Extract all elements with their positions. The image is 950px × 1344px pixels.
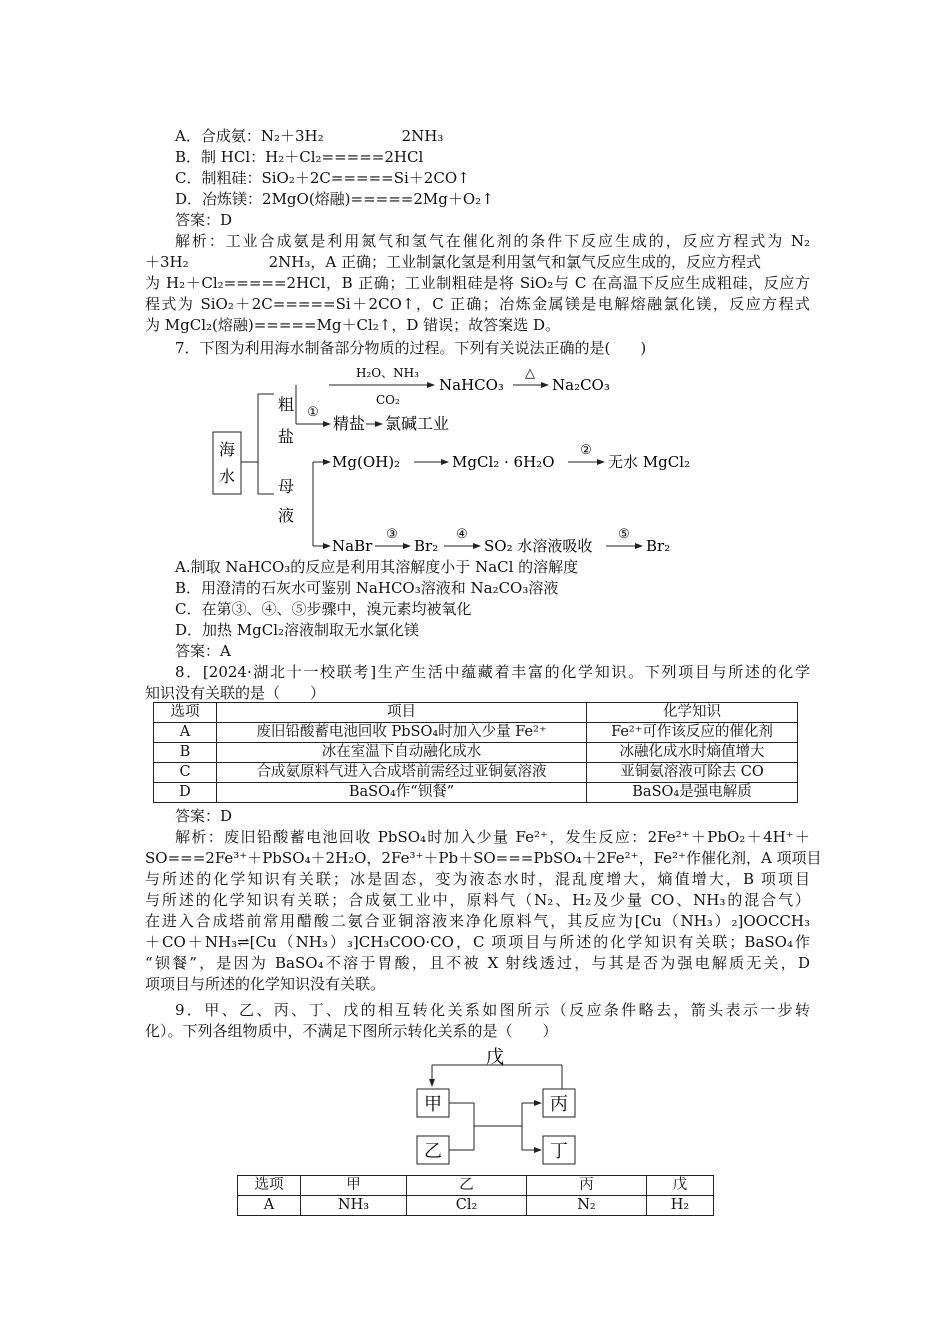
question-stem: 9．甲、乙、丙、丁、戊的相互转化关系如图所示（反应条件略去，箭头表示一步转 bbox=[175, 1001, 810, 1019]
answer-line: 答案：D bbox=[175, 211, 233, 229]
br2-label-1: Br₂ bbox=[414, 537, 439, 554]
table-cell: BaSO₄是强电解质 bbox=[587, 783, 798, 803]
table-row bbox=[154, 743, 798, 763]
na2co3-label: Na₂CO₃ bbox=[552, 376, 610, 394]
reagent-bottom-label: CO₂ bbox=[376, 393, 400, 407]
wu-label: 戊 bbox=[486, 1047, 504, 1068]
table-cell: H₂ bbox=[647, 1196, 714, 1216]
q8-table bbox=[153, 702, 798, 803]
table-row bbox=[154, 763, 798, 783]
table-header-cell: 乙 bbox=[407, 1176, 527, 1196]
table-cell: 冰在室温下自动融化成水 bbox=[217, 743, 587, 763]
table-header-row bbox=[154, 703, 798, 723]
option-line: C．制粗硅：SiO₂＋2C=====Si＋2CO↑ bbox=[175, 169, 470, 187]
chlor-alkali-label: 氯碱工业 bbox=[385, 414, 450, 433]
answer-line: 答案：D bbox=[175, 807, 233, 825]
seawater-label-2: 水 bbox=[218, 467, 236, 486]
step-5-label: ⑤ bbox=[618, 527, 630, 542]
analysis-line: SO===2Fe³⁺＋PbSO₄＋2H₂O，2Fe³⁺＋Pb＋SO===PbSO₄＋2Fe²⁺，Fe²⁺作催化剂，A 项项目 bbox=[145, 849, 822, 867]
question-stem: 知识没有关联的是（ ） bbox=[145, 684, 326, 702]
option-line: D．加热 MgCl₂溶液制取无水氯化镁 bbox=[175, 621, 420, 639]
question-stem: 8．[2024·湖北十一校联考]生产生活中蕴藏着丰富的化学知识。下列项目与所述的化学 bbox=[175, 663, 810, 681]
analysis-line: 项项目与所述的化学知识没有关联。 bbox=[145, 975, 386, 993]
analysis-line: ＋CO＋NH₃⇌[Cu（NH₃）₃]CH₃COO·CO，C 项项目与所述的化学知识有关联；BaSO₄作 bbox=[145, 933, 810, 951]
table-header-cell: 化学知识 bbox=[587, 703, 798, 723]
table-cell: NH₃ bbox=[301, 1196, 407, 1216]
heat-symbol: △ bbox=[525, 366, 535, 381]
jia-label: 甲 bbox=[424, 1094, 442, 1115]
question-stem: 化）。下列各组物质中，不满足下图所示转化关系的是（ ） bbox=[145, 1022, 558, 1040]
table-cell: 合成氨原料气进入合成塔前需经过亚铜氨溶液 bbox=[217, 763, 587, 783]
table-cell: A bbox=[238, 1196, 301, 1216]
table-header-row bbox=[238, 1176, 714, 1196]
table-header-cell: 选项 bbox=[154, 703, 217, 723]
br2-label-2: Br₂ bbox=[646, 537, 671, 554]
table-cell: 废旧铅酸蓄电池回收 PbSO₄时加入少量 Fe²⁺ bbox=[217, 723, 587, 743]
step-3-label: ③ bbox=[386, 527, 398, 542]
seawater-label-1: 海 bbox=[218, 440, 236, 459]
analysis-line: ＋3H₂ 2NH₃，A 正确；工业制氯化氢是利用氢气和氯气反应生成的，反应方程式 bbox=[145, 253, 762, 271]
table-header-cell: 丙 bbox=[527, 1176, 647, 1196]
ding-label: 丁 bbox=[550, 1141, 568, 1162]
answer-line: 答案：A bbox=[175, 642, 231, 660]
table-cell: 亚铜氨溶液可除去 CO bbox=[587, 763, 798, 783]
mother-liquor-label-2: 液 bbox=[277, 506, 295, 525]
analysis-line: 为 MgCl₂(熔融)=====Mg＋Cl₂↑，D 错误；故答案选 D。 bbox=[145, 316, 560, 334]
option-line: B．制 HCl：H₂＋Cl₂=====2HCl bbox=[175, 148, 424, 166]
table-cell: 冰融化成水时熵值增大 bbox=[587, 743, 798, 763]
table-cell: D bbox=[154, 783, 217, 803]
analysis-line: 为 H₂＋Cl₂=====2HCl，B 正确；工业制粗硅是将 SiO₂与 C 在高温下反应生成粗硅，反应方 bbox=[145, 274, 810, 292]
analysis-line: 与所述的化学知识有关联；合成氨工业中，原料气（N₂、H₂及少量 CO、NH₃的混合气） bbox=[145, 891, 810, 909]
mother-liquor-label-1: 母 bbox=[277, 477, 295, 496]
table-header-cell: 戊 bbox=[647, 1176, 714, 1196]
so2-absorb-label: SO₂ 水溶液吸收 bbox=[484, 537, 593, 554]
mgcl2-hydrate-label: MgCl₂ · 6H₂O bbox=[452, 453, 555, 471]
seawater-process-diagram bbox=[210, 358, 710, 554]
table-cell: C bbox=[154, 763, 217, 783]
q9-table bbox=[237, 1175, 714, 1216]
table-cell: B bbox=[154, 743, 217, 763]
question-stem: 7．下图为利用海水制备部分物质的过程。下列有关说法正确的是( ) bbox=[175, 339, 647, 357]
analysis-line: 解析：废旧铅酸蓄电池回收 PbSO₄时加入少量 Fe²⁺，发生反应：2Fe²⁺＋PbO₂＋4H⁺＋ bbox=[175, 828, 810, 846]
reagent-top-label: H₂O、NH₃ bbox=[356, 366, 419, 380]
option-line: C．在第③、④、⑤步骤中，溴元素均被氧化 bbox=[175, 600, 472, 618]
analysis-line: 与所述的化学知识有关联；冰是固态，变为液态水时，混乱度增大，熵值增大，B 项项目 bbox=[145, 870, 810, 888]
analysis-line: 程式为 SiO₂＋2C=====Si＋2CO↑，C 正确；冶炼金属镁是电解熔融氯化镁，反应方程式 bbox=[145, 295, 810, 313]
table-cell: N₂ bbox=[527, 1196, 647, 1216]
yi-label: 乙 bbox=[424, 1141, 442, 1162]
anhydrous-mgcl2-label: 无水 MgCl₂ bbox=[608, 453, 691, 471]
analysis-line: 解析：工业合成氨是利用氮气和氢气在催化剂的条件下反应生成的，反应方程式为 N₂ bbox=[175, 232, 810, 250]
table-row bbox=[154, 723, 798, 743]
analysis-line: 在进入合成塔前常用醋酸二氨合亚铜溶液来净化原料气，其反应为[Cu（NH₃）₂]OOCCH₃ bbox=[145, 912, 810, 930]
bing-label: 丙 bbox=[550, 1094, 568, 1115]
step-2-label: ② bbox=[580, 443, 592, 458]
table-cell: Fe²⁺可作该反应的催化剂 bbox=[587, 723, 798, 743]
nahco3-label: NaHCO₃ bbox=[439, 376, 504, 394]
mgoh2-label: Mg(OH)₂ bbox=[332, 453, 401, 471]
table-header-cell: 甲 bbox=[301, 1176, 407, 1196]
option-line: B．用澄清的石灰水可鉴别 NaHCO₃溶液和 Na₂CO₃溶液 bbox=[175, 579, 559, 597]
crude-salt-label-2: 盐 bbox=[277, 427, 295, 446]
table-row bbox=[154, 783, 798, 803]
table-header-cell: 项目 bbox=[217, 703, 587, 723]
nabr-label: NaBr bbox=[332, 537, 373, 554]
table-header-cell: 选项 bbox=[238, 1176, 301, 1196]
option-line: D．冶炼镁：2MgO(熔融)=====2Mg＋O₂↑ bbox=[175, 190, 494, 208]
table-cell: A bbox=[154, 723, 217, 743]
transformation-diagram bbox=[412, 1043, 602, 1173]
step-4-label: ④ bbox=[456, 527, 468, 542]
refined-salt-label: 精盐 bbox=[333, 414, 366, 433]
option-line: A.制取 NaHCO₃的反应是利用其溶解度小于 NaCl 的溶解度 bbox=[175, 558, 579, 576]
crude-salt-label-1: 粗 bbox=[277, 395, 295, 414]
table-cell: Cl₂ bbox=[407, 1196, 527, 1216]
option-line: A．合成氨：N₂＋3H₂ 2NH₃ bbox=[175, 127, 444, 145]
table-row bbox=[238, 1196, 714, 1216]
step-1-label: ① bbox=[307, 405, 319, 420]
table-cell: BaSO₄作“钡餐” bbox=[217, 783, 587, 803]
analysis-line: “钡餐”，是因为 BaSO₄不溶于胃酸，且不被 X 射线透过，与其是否为强电解质无关，D bbox=[145, 954, 810, 972]
